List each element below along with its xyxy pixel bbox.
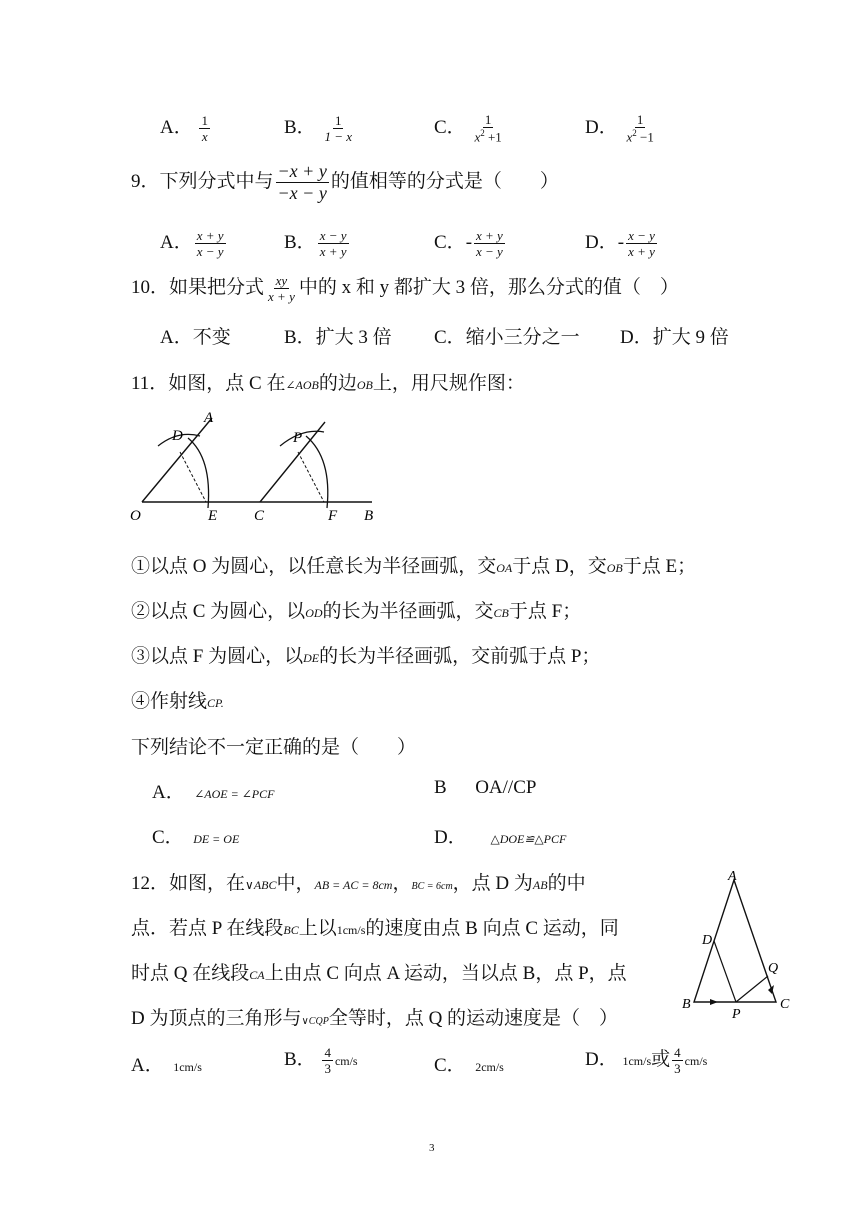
q11-option-a: A． ∠AOE = ∠PCF [152, 782, 275, 803]
q9-option-d: D．- $\frac{x - y}{x + y}$ [585, 227, 655, 260]
label-c: C [780, 997, 790, 1012]
q9-stem: 9．下列分式中与 $\frac{-x + y}{-x - y}$ 的值相等的分式是（ ） [131, 161, 559, 203]
arc-pf [306, 436, 328, 508]
label-d: D [702, 933, 713, 948]
q10-option-a: A．不变 [160, 327, 231, 348]
label-p: P [732, 1007, 741, 1022]
dashed-de [180, 452, 206, 502]
label-a: A [204, 410, 214, 426]
q10-option-d: D．扩大 9 倍 [620, 327, 729, 348]
q11-stem: 11．如图，点 C 在∠AOB的边OB上，用尺规作图： [131, 373, 525, 394]
q12-option-d: D． 1cm/s或 $\frac{4}{3}$ cm/s [585, 1044, 708, 1077]
q11-option-c: C． DE = OE [152, 827, 240, 848]
q9-option-c: C．- $\frac{x + y}{x - y}$ [434, 227, 503, 260]
q12-line-1: 12．如图，在∨ABC中，AB = AC = 8cm，BC = 6cm，点 D 为AB的中 [131, 873, 586, 894]
q12-option-a: A． 1cm/s [131, 1055, 202, 1076]
q8-option-c: C． $\frac{1}{x^2 +1}$ [434, 111, 502, 145]
label-d: D [172, 428, 183, 444]
q11-option-b: B OA//CP [434, 777, 537, 798]
q10-option-b: B．扩大 3 倍 [284, 327, 392, 348]
label-c: C [254, 508, 265, 524]
q11-question: 下列结论不一定正确的是（ ） [131, 737, 417, 758]
q11-option-d: D． △DOE≌△PCF [434, 827, 567, 848]
arrow-bp-icon [710, 999, 718, 1005]
label-b: B [364, 508, 374, 524]
q12-option-c: C． 2cm/s [434, 1055, 504, 1076]
label-p: P [293, 430, 303, 446]
q8-a-fraction: $\frac{1}{x}$ [201, 112, 208, 145]
q12-line-2: 点．若点 P 在线段BC上以1cm/s的速度由点 B 向点 C 运动，同 [131, 918, 619, 939]
q8-option-d: D． $\frac{1}{x^2 -1}$ [585, 111, 654, 145]
q12-option-b: B． $\frac{4}{3}$ cm/s [284, 1044, 358, 1077]
label-o: O [130, 508, 141, 524]
q10-stem: 10．如果把分式 $\frac{xy}{x + y}$ 中的 x 和 y 都扩大 3 倍，那么分式的值（ ） [131, 272, 679, 305]
q9-option-b: B． $\frac{x - y}{x + y}$ [284, 227, 347, 260]
dashed-pf [298, 452, 324, 502]
label-f: F [328, 508, 338, 524]
q9-option-a: A． $\frac{x + y}{x - y}$ [160, 227, 224, 260]
label-b: B [682, 997, 691, 1012]
q12-line-4: D 为顶点的三角形与∨CQP全等时，点 Q 的运动速度是（ ） [131, 1008, 619, 1029]
q8-option-b: B． $\frac{1}{1 - x}$ [284, 112, 352, 145]
q8-d-fraction: $\frac{1}{x^2 -1}$ [626, 111, 654, 145]
q8-b-fraction: $\frac{1}{1 - x}$ [324, 112, 352, 145]
q9-fraction: $\frac{-x + y}{-x - y}$ [277, 161, 327, 203]
arc-de [188, 438, 209, 508]
q11-step-4: ④作射线CP. [131, 691, 224, 712]
q8-option-a: A． $\frac{1}{x}$ [160, 112, 208, 145]
q12-line-3: 时点 Q 在线段CA上由点 C 向点 A 运动，当以点 B，点 P，点 [131, 963, 627, 984]
label-a: A [728, 869, 737, 884]
segment-dp [714, 941, 736, 1002]
segment-pq [736, 976, 768, 1002]
q8-c-fraction: $\frac{1}{x^2 +1}$ [474, 111, 502, 145]
q11-construction-figure [120, 400, 390, 530]
label-e: E [208, 508, 218, 524]
label-q: Q [768, 961, 779, 976]
q11-step-1: ①以点 O 为圆心，以任意长为半径画弧，交OA于点 D，交OB于点 E； [131, 556, 697, 577]
q10-fraction: $\frac{xy}{x + y}$ [268, 272, 295, 305]
q12-triangle-figure [676, 866, 796, 1026]
q11-step-3: ③以点 F 为圆心，以DE的长为半径画弧，交前弧于点 P； [131, 646, 601, 667]
q10-option-c: C．缩小三分之一 [434, 327, 580, 348]
q11-step-2: ②以点 C 为圆心，以OD的长为半径画弧，交CB于点 F； [131, 601, 582, 622]
page-number: 3 [429, 1142, 435, 1154]
